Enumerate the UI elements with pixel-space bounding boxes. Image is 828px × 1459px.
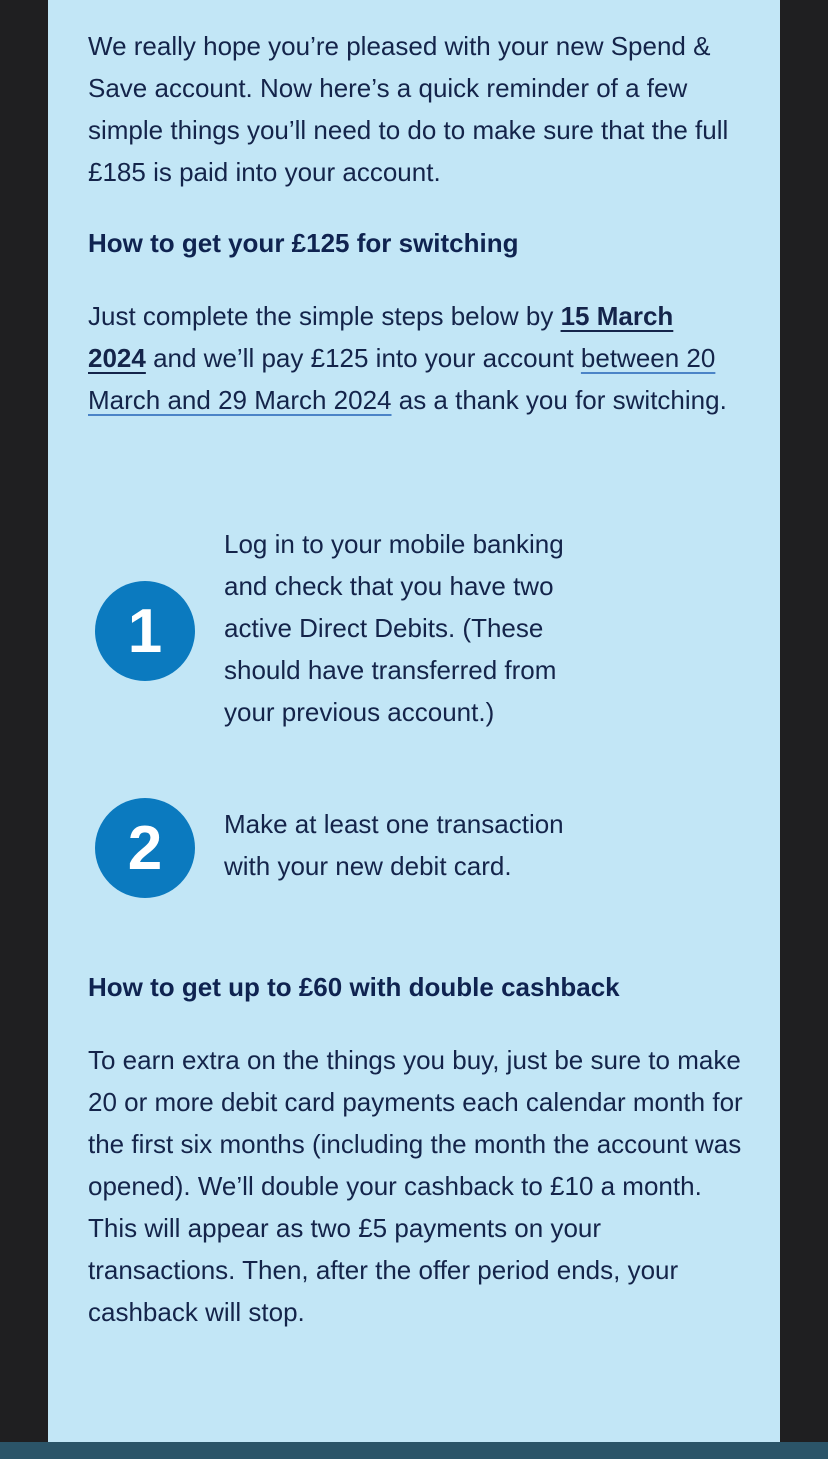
bottom-strip: [0, 1442, 828, 1459]
switching-text-middle: and we’ll pay £125 into your account: [145, 343, 581, 373]
cashback-heading: How to get up to £60 with double cashback: [88, 972, 620, 1002]
switching-paragraph: [88, 295, 738, 421]
deadline-date-link[interactable]: 15 March 2024: [88, 301, 674, 373]
cashback-paragraph: To earn extra on the things you buy, just be sure to make 20 or more debit card payments each calendar month for the first six months (including the month the account was opened). We’ll double your cashback to £10 a month. This will appear as two £5 payments on your transactions. Then, after the offer period ends, your cashback will stop.: [88, 1045, 743, 1327]
step-1-text: Log in to your mobile banking and check that you have two active Direct Debits. (These should have transferred from your previous account.): [224, 529, 564, 727]
switching-text-end: as a thank you for switching.: [391, 385, 727, 415]
step-2-text: Make at least one transaction with your new debit card.: [224, 809, 564, 881]
switching-text-start: Just complete the simple steps below by: [88, 301, 561, 331]
step-1-number-icon: 1: [95, 581, 195, 681]
payment-window-link[interactable]: between 20 March and 29 March 2024: [88, 343, 716, 415]
step-2-number-icon: 2: [95, 798, 195, 898]
intro-paragraph: We really hope you’re pleased with your new Spend & Save account. Now here’s a quick reminder of a few simple things you’ll need to do to make sure that the full £185 is paid into your account.: [88, 31, 729, 187]
switching-heading: How to get your £125 for switching: [88, 228, 519, 258]
